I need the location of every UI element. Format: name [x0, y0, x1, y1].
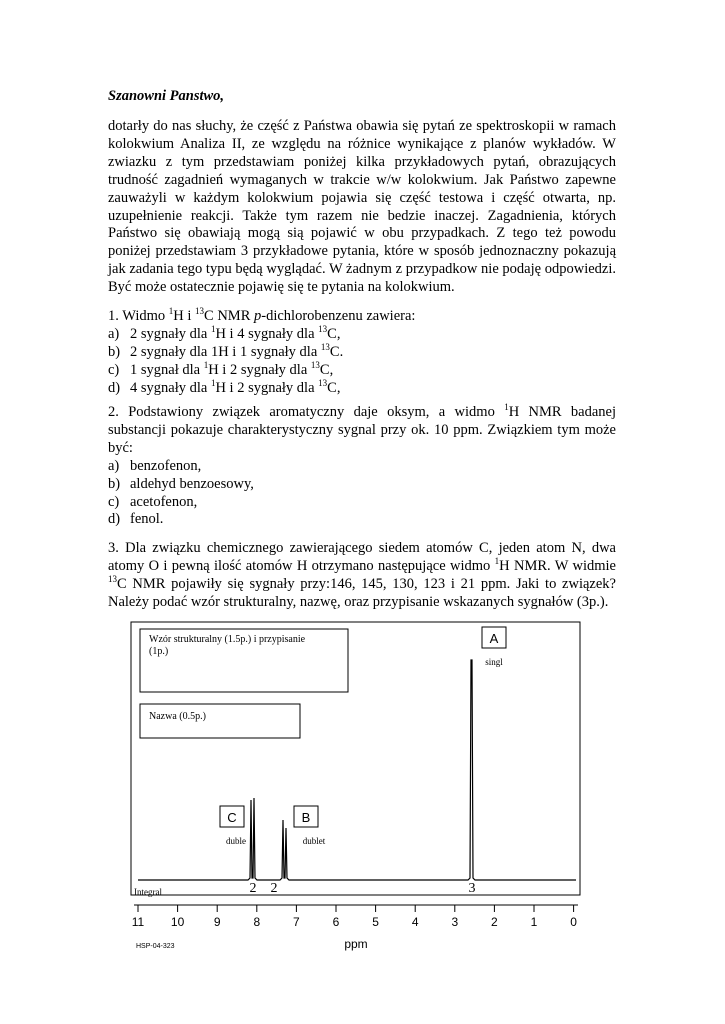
tick-label-0: 0	[570, 915, 577, 929]
tick-label-3: 3	[451, 915, 459, 929]
integral-label: Integral	[134, 887, 162, 897]
peak-label-c: C	[227, 810, 237, 825]
tick-label-2: 2	[491, 915, 498, 929]
nmr-spectrum-figure	[128, 620, 588, 965]
question-3-text: 3. Dla związku chemicznego zawierającego siedem atomów C, jeden atom N, dwa atomy O i pewną ilość atomów H otrzymano następujące widmo $^1$H NMR. W widmie $^{13}$C NMR pojawiły się sygnały przy:146, 145, 130, 123 i 21 ppm. Jaki to związek? Należy podać wzór strukturalny, nazwę, oraz przypisanie wskazanych sygnałów (3p.).	[108, 540, 616, 610]
nmr-spectrum-svg	[128, 620, 588, 960]
peak-label-b: B	[301, 810, 311, 825]
question-1-options	[108, 326, 616, 398]
peak-desc-c: duble	[226, 836, 246, 846]
spectrum-code: HSP-04-323	[136, 943, 175, 950]
integral-value-b: 2	[270, 881, 278, 896]
structure-box-label-line1: Wzór strukturalny (1.5p.) i przypisanie	[149, 634, 306, 645]
tick-label-10: 10	[170, 915, 185, 929]
question-1-option-a: a) 2 sygnały dla $^1$H i 4 sygnały dla $^{13}$C,	[108, 324, 341, 342]
peak-desc-a: singl	[485, 657, 503, 667]
tick-label-8: 8	[253, 915, 261, 929]
question-2-text: 2. Podstawiony związek aromatyczny daje oksym, a widmo $^1$H NMR badanej substancji pokazuje charakterystyczny sygnal przy ok. 10 ppm. Związkiem tym może być:	[108, 402, 616, 456]
tick-label-9: 9	[213, 915, 221, 929]
integral-value-c: 2	[249, 881, 257, 896]
peak-desc-b: dublet	[302, 836, 326, 846]
tick-label-5: 5	[372, 915, 379, 929]
question-3	[108, 540, 616, 612]
ppm-axis-tick-labels	[132, 915, 577, 929]
tick-label-4: 4	[411, 915, 419, 929]
tick-label-6: 6	[332, 915, 340, 929]
tick-label-11: 11	[131, 915, 145, 929]
tick-label-1: 1	[530, 915, 538, 929]
question-1-option-c: c) 1 sygnał dla $^1$H i 2 sygnały dla $^{13}$C,	[108, 359, 334, 378]
intro-paragraph: dotarły do nas słuchy, że część z Państwa obawia się pytań ze spektroskopii w ramach kolokwium Analiza II, ze względu na różnice wynikające z planów wykładów. W zwiazku z tym przedstawiam poniżej kilka przykładowych pytań, obrazujących trudność zagadnień wymaganych w trakcie w/w kolokwium. Jak Państwo zapewne zauważyli w każdym kolokwium pojawia się część testowa i część otwarta, np. uzupełnienie reakcji. Także tym razem nie bedzie inaczej. Zagadnienia, których Państwo się obawiają mogą sią pojawić w obu przypadkach. Z tego też powodu poniżej przedstawiam 3 przykładowe pytania, które w sposób jednoznaczny pokazują jak zadania tego typu będą wyglądać. W żadnym z przypadkow nie podaję odpowiedzi. Być może ostatecznie pojawię się te pytania na kolokwium.	[108, 118, 616, 296]
question-2-option-c: c) acetofenon,	[108, 493, 198, 510]
question-1-option-d: d) 4 sygnały dla $^1$H i 2 sygnały dla $^{13}$C,	[108, 377, 341, 396]
tick-label-7: 7	[293, 915, 300, 929]
question-2-options	[108, 458, 616, 530]
question-1-text: 1. Widmo $^1$H i $^{13}$C NMR p-dichlorobenzenu zawiera:	[108, 306, 416, 324]
question-2	[108, 404, 616, 529]
ppm-axis-label: ppm	[344, 937, 368, 951]
name-box-label: Nazwa (0.5p.)	[149, 711, 206, 722]
spectrum-trace	[138, 660, 576, 880]
question-2-option-d: d) fenol.	[108, 511, 164, 528]
question-1	[108, 308, 616, 398]
integral-value-a: 3	[468, 881, 476, 896]
question-2-option-a: a) benzofenon,	[108, 457, 202, 474]
greeting: Szanowni Panstwo,	[108, 88, 225, 104]
question-1-option-b: b) 2 sygnały dla 1H i 1 sygnały dla $^{13}$C.	[108, 341, 344, 360]
structure-box-label-line2: (1p.)	[149, 646, 169, 657]
ppm-axis-ticks	[138, 905, 574, 912]
peak-label-a: A	[489, 631, 499, 646]
question-2-option-b: b) aldehyd benzoesowy,	[108, 475, 254, 492]
